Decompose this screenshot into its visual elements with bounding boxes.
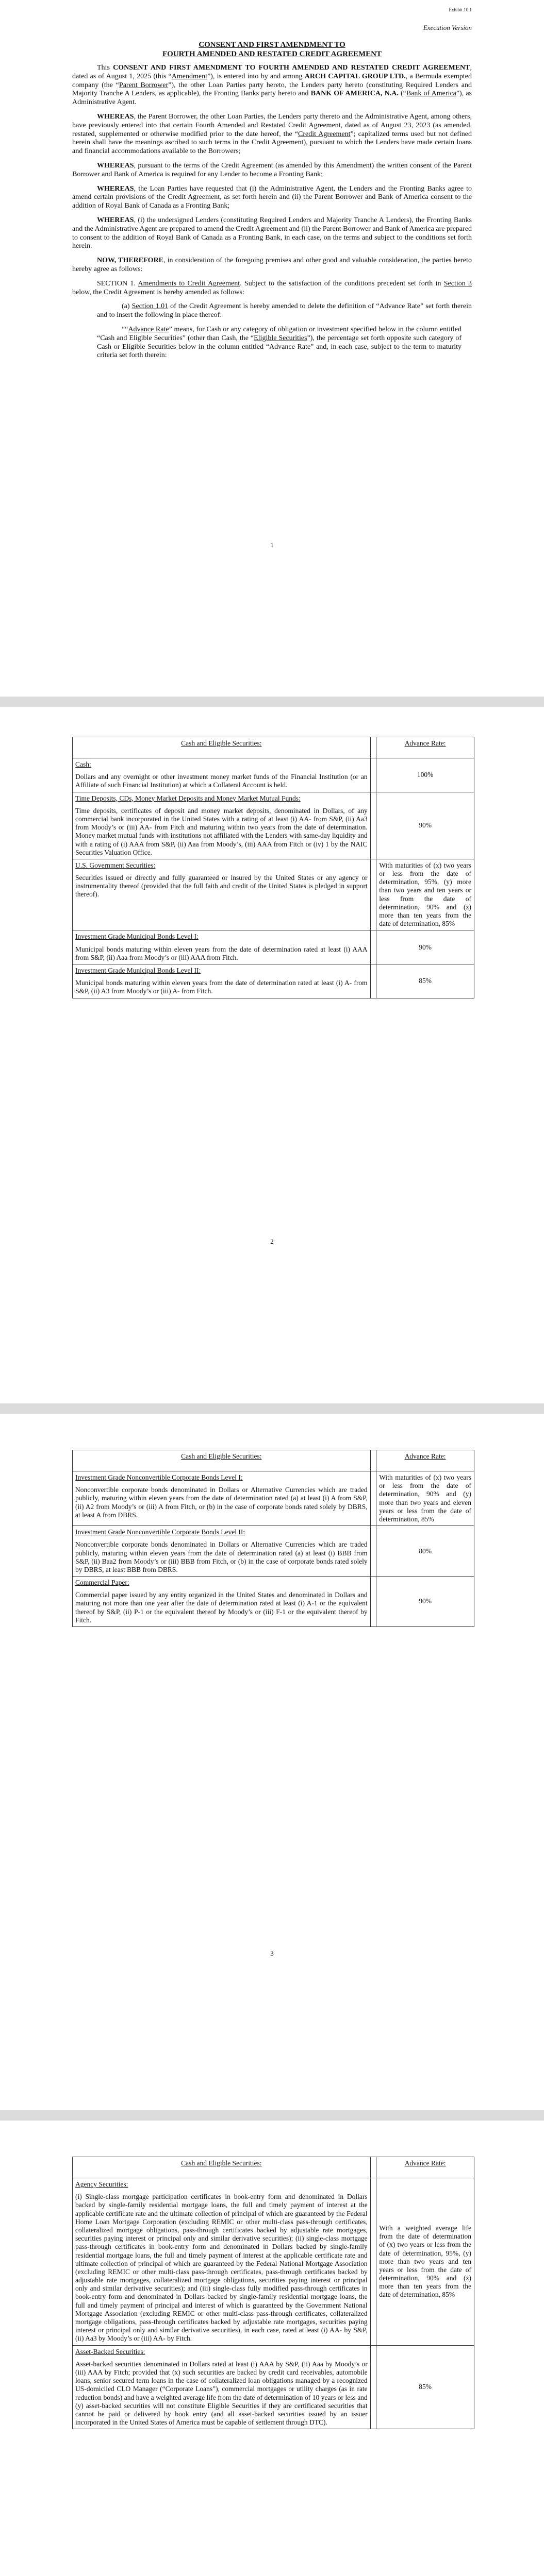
table-row: Commercial Paper: Commercial paper issued by any entity organized in the United States and denominated in Dollars and maturing not more than one year after the date of determination rated at least (i) A-1 or the equivalent thereof by S&P, (ii) P-1 or the equivalent thereof by Moody’s or (iii) F-1 or the equivalent thereof by Fitch. 90% [73, 1577, 474, 1627]
table-row: Investment Grade Municipal Bonds Level I: Municipal bonds maturing within eleven years from the date of determination rated at least (i) AAA from S&P, (ii) Aaa from Moody’s or (iii) AAA from Fitch. 90% [73, 930, 474, 964]
table-row: Investment Grade Nonconvertible Corporate Bonds Level I: Nonconvertible corporate bonds denominated in Dollars or Alternative Currencies which are traded publicly, maturing within eleven years from the date of determination rated (a) at least (i) A from S&P, (ii) A2 from Moody’s or (iii) A from Fitch, or (b) in the case of corporate bonds rated solely by DBRS, at least A from DBRS. With maturities of (x) two years or less from the date of determination, 90% and (y) more than two years and eleven years or less from the date of determination, 85% [73, 1471, 474, 1526]
page-3 [0, 1414, 544, 2110]
table-header-row [73, 2157, 474, 2178]
table-row: Cash: Dollars and any overnight or other investment money market funds of the Financial Institution (or an Affiliate of such Financial Institution) at which a Collateral Account is held. 100% [73, 758, 474, 792]
section-1: SECTION 1. Amendments to Credit Agreement. Subject to the satisfaction of the conditions precedent set forth in Section 3 below, the Credit Agreement is hereby amended as follows: [72, 279, 472, 296]
recital-4: WHEREAS, (i) the undersigned Lenders (constituting Required Lenders and Majority Tranche A Lenders), the Fronting Banks and the Administrative Agent are prepared to amend the Credit Agreement and (ii) the Parent Borrower and Bank of America are prepared to consent to the addition of Royal Bank of Canada as a Fronting Bank, in each case, on the terms and subject to the conditions set forth herein. [72, 216, 472, 250]
table-row: Agency Securities: (i) Single-class mortgage participation certificates in book-entry form and denominated in Dollars backed by single-family residential mortgage loans, the full and timely payment of interest at the applicable certificate rate and the ultimate collection of principal of which are guaranteed by the Federal Home Loan Mortgage Corporation (excluding REMIC or other multi-class pass-through certificates, collateralized mortgage obligations, pass-through certificates backed by adjustable rate mortgages, securities paying interest or principal only and similar derivative securities); (ii) single-class mortgage pass-through certificates in book-entry form and denominated in Dollars backed by single-family residential mortgage loans, the full and timely payment of interest at the applicable certificate rate and ultimate collection of principal of which are guaranteed by the Federal National Mortgage Association (excluding REMIC or other multi-class pass-through certificates, pass-through certificates backed by adjustable rate mortgages, collateralized mortgage obligations, securities paying interest or principal only and similar derivative securities); and (iii) single-class fully modified pass-through certificates in book-entry form and denominated in Dollars backed by single-family residential mortgage loans, the full and timely payment of principal and interest of which is guaranteed by the Government National Mortgage Association (excluding REMIC or other multi-class pass-through certificates, collateralized mortgage obligations, pass-through certificates backed by adjustable rate mortgages, securities paying interest or principal only and similar derivative securities), in each case, rated at least (i) AA- by S&P, (ii) Aa3 by Moody’s or (iii) AA- by Fitch. With a weighted average life from the date of determination of (x) two years or less from the date of determination, 95%, (y) more than two years and ten years or less from the date of determination, 90% and (z) more than ten years from the date of determination, 85% [73, 2178, 474, 2346]
title-line-2: FOURTH AMENDED AND RESTATED CREDIT AGREEMENT [162, 50, 382, 58]
advance-rate-table-page-4 [72, 2157, 474, 2429]
column-header-cash: Cash and Eligible Securities: [73, 737, 371, 758]
column-header-rate: Advance Rate: [376, 1450, 474, 1471]
clause-a: (a) Section 1.01 of the Credit Agreement is hereby amended to delete the definition of “Advance Rate” set forth therein and to insert the following in place thereof: [97, 302, 472, 319]
recital-2: WHEREAS, pursuant to the terms of the Credit Agreement (as amended by this Amendment) the written consent of the Parent Borrower and Bank of America is required for any Lender to become a Fronting Bank; [72, 161, 472, 178]
column-header-cash: Cash and Eligible Securities: [73, 1450, 371, 1471]
column-header-rate: Advance Rate: [376, 737, 474, 758]
exhibit-label: Exhibit 10.1 [449, 7, 472, 12]
document-title [72, 40, 472, 59]
table-row: Investment Grade Municipal Bonds Level II: Municipal bonds maturing within eleven years from the date of determination rated at least (i) A- from S&P, (ii) A3 from Moody’s or (iii) A- from Fitch. 85% [73, 964, 474, 998]
column-header-rate: Advance Rate: [376, 2157, 474, 2178]
page-number: 2 [270, 1238, 274, 1245]
page-2 [0, 707, 544, 1403]
page-4 [0, 2121, 544, 2576]
advance-rate-table-page-2 [72, 737, 474, 998]
recital-1: WHEREAS, the Parent Borrower, the other Loan Parties, the Lenders party thereto and the Administrative Agent, among others, have previously entered into that certain Fourth Amended and Restated Credit Agreement, dated as of August 23, 2023 (as amended, restated, supplemented or otherwise modified prior to the date hereof, the “Credit Agreement”; capitalized terms used but not defined herein shall have the meanings ascribed to such terms in the Credit Agreement), pursuant to which the Lenders have made certain loans and financial accommodations available to the Borrowers; [72, 112, 472, 156]
recital-3: WHEREAS, the Loan Parties have requested that (i) the Administrative Agent, the Lenders and the Fronting Banks agree to amend certain provisions of the Credit Agreement, as set forth herein and (ii) the Parent Borrower and Bank of America consent to the addition of Royal Bank of Canada as a Fronting Bank; [72, 184, 472, 210]
now-therefore: NOW, THEREFORE, in consideration of the foregoing premises and other good and valuable consideration, the parties hereto hereby agree as follows: [72, 257, 472, 273]
table-header-row [73, 737, 474, 758]
page-1 [0, 0, 544, 697]
table-row: Investment Grade Nonconvertible Corporate Bonds Level II: Nonconvertible corporate bonds denominated in Dollars or Alternative Currencies which are traded publicly, maturing within eleven years from the date of determination rated (a) at least (i) BBB from S&P, (ii) Baa2 from Moody’s or (iii) BBB from Fitch, or (b) in the case of corporate bonds rated solely by DBRS, at least BBB from DBRS. 80% [73, 1526, 474, 1577]
title-line-1: CONSENT AND FIRST AMENDMENT TO [199, 41, 345, 49]
advance-rate-definition: ““Advance Rate” means, for Cash or any category of obligation or investment specified below in the column entitled “Cash and Eligible Securities” (other than Cash, the “Eligible Securities”), the percentage set forth opposite such category of Cash or Eligible Securities below in the column entitled “Advance Rate” and, in each case, subject to the term to maturity criteria set forth therein: [97, 325, 461, 360]
page-number: 1 [270, 541, 274, 549]
advance-rate-table-page-3 [72, 1450, 474, 1627]
table-row: Asset-Backed Securities: Asset-backed securities denominated in Dollars rated at least (i) AAA by S&P, (ii) Aaa by Moody’s or (iii) AAA by Fitch; provided that (x) such securities are backed by credit card receivables, automobile loans, senior secured term loans in the case of collateralized loan obligations managed by a recognized US-domiciled CLO Manager (“Corporate Loans”), commercial mortgages or utility charges (as in rate reduction bonds) and have a weighted average life from the date of determination of 10 years or less and (y) asset-backed securities will not constitute Eligible Securities if they are certificated securities that cannot be paid or delivered by book entry (and all asset-backed securities issued by an issuer incorporated in the United States of America must be capable of settlement through DTC). 85% [73, 2345, 474, 2429]
table-row: Time Deposits, CDs, Money Market Deposits and Money Market Mutual Funds: Time deposits, certificates of deposit and money market deposits, denominated in Dollars, of any commercial bank incorporated in the United States with a rating of at least (i) AA- from S&P, (ii) Aa3 from Moody’s or (iii) AA- from Fitch and maturing within two years from the date of determination. Money market mutual funds with institutions not affiliated with the Lenders with same-day liquidity and with a rating of (i) AAA from S&P, (ii) Aaa from Moody’s, (iii) AAA from Fitch or (iv) 1 by the NAIC Securities Valuation Office. 90% [73, 792, 474, 859]
page-number: 3 [270, 1950, 274, 1957]
version-label: Execution Version [423, 24, 472, 31]
page-1-body [72, 40, 472, 366]
table-row: U.S. Government Securities: Securities issued or directly and fully guaranteed or insured by the United States or any agency or instrumentality thereof (provided that the full faith and credit of the United States is pledged in support thereof). With maturities of (x) two years or less from the date of determination, 95%, (y) more than two years and ten years or less from the date of determination, 90% and (z) more than ten years from the date of determination, 85% [73, 859, 474, 930]
intro-paragraph: This CONSENT AND FIRST AMENDMENT TO FOURTH AMENDED AND RESTATED CREDIT AGREEMENT, dated as of August 1, 2025 (this “Amendment”), is entered into by and among ARCH CAPITAL GROUP LTD., a Bermuda exempted company (the “Parent Borrower”), the other Loan Parties party hereto, the Lenders party hereto (constituting Required Lenders and Majority Tranche A Lenders, as applicable), the Fronting Banks party hereto and BANK OF AMERICA, N.A. (“Bank of America”), as Administrative Agent. [72, 64, 472, 107]
table-header-row [73, 1450, 474, 1471]
column-header-cash: Cash and Eligible Securities: [73, 2157, 371, 2178]
